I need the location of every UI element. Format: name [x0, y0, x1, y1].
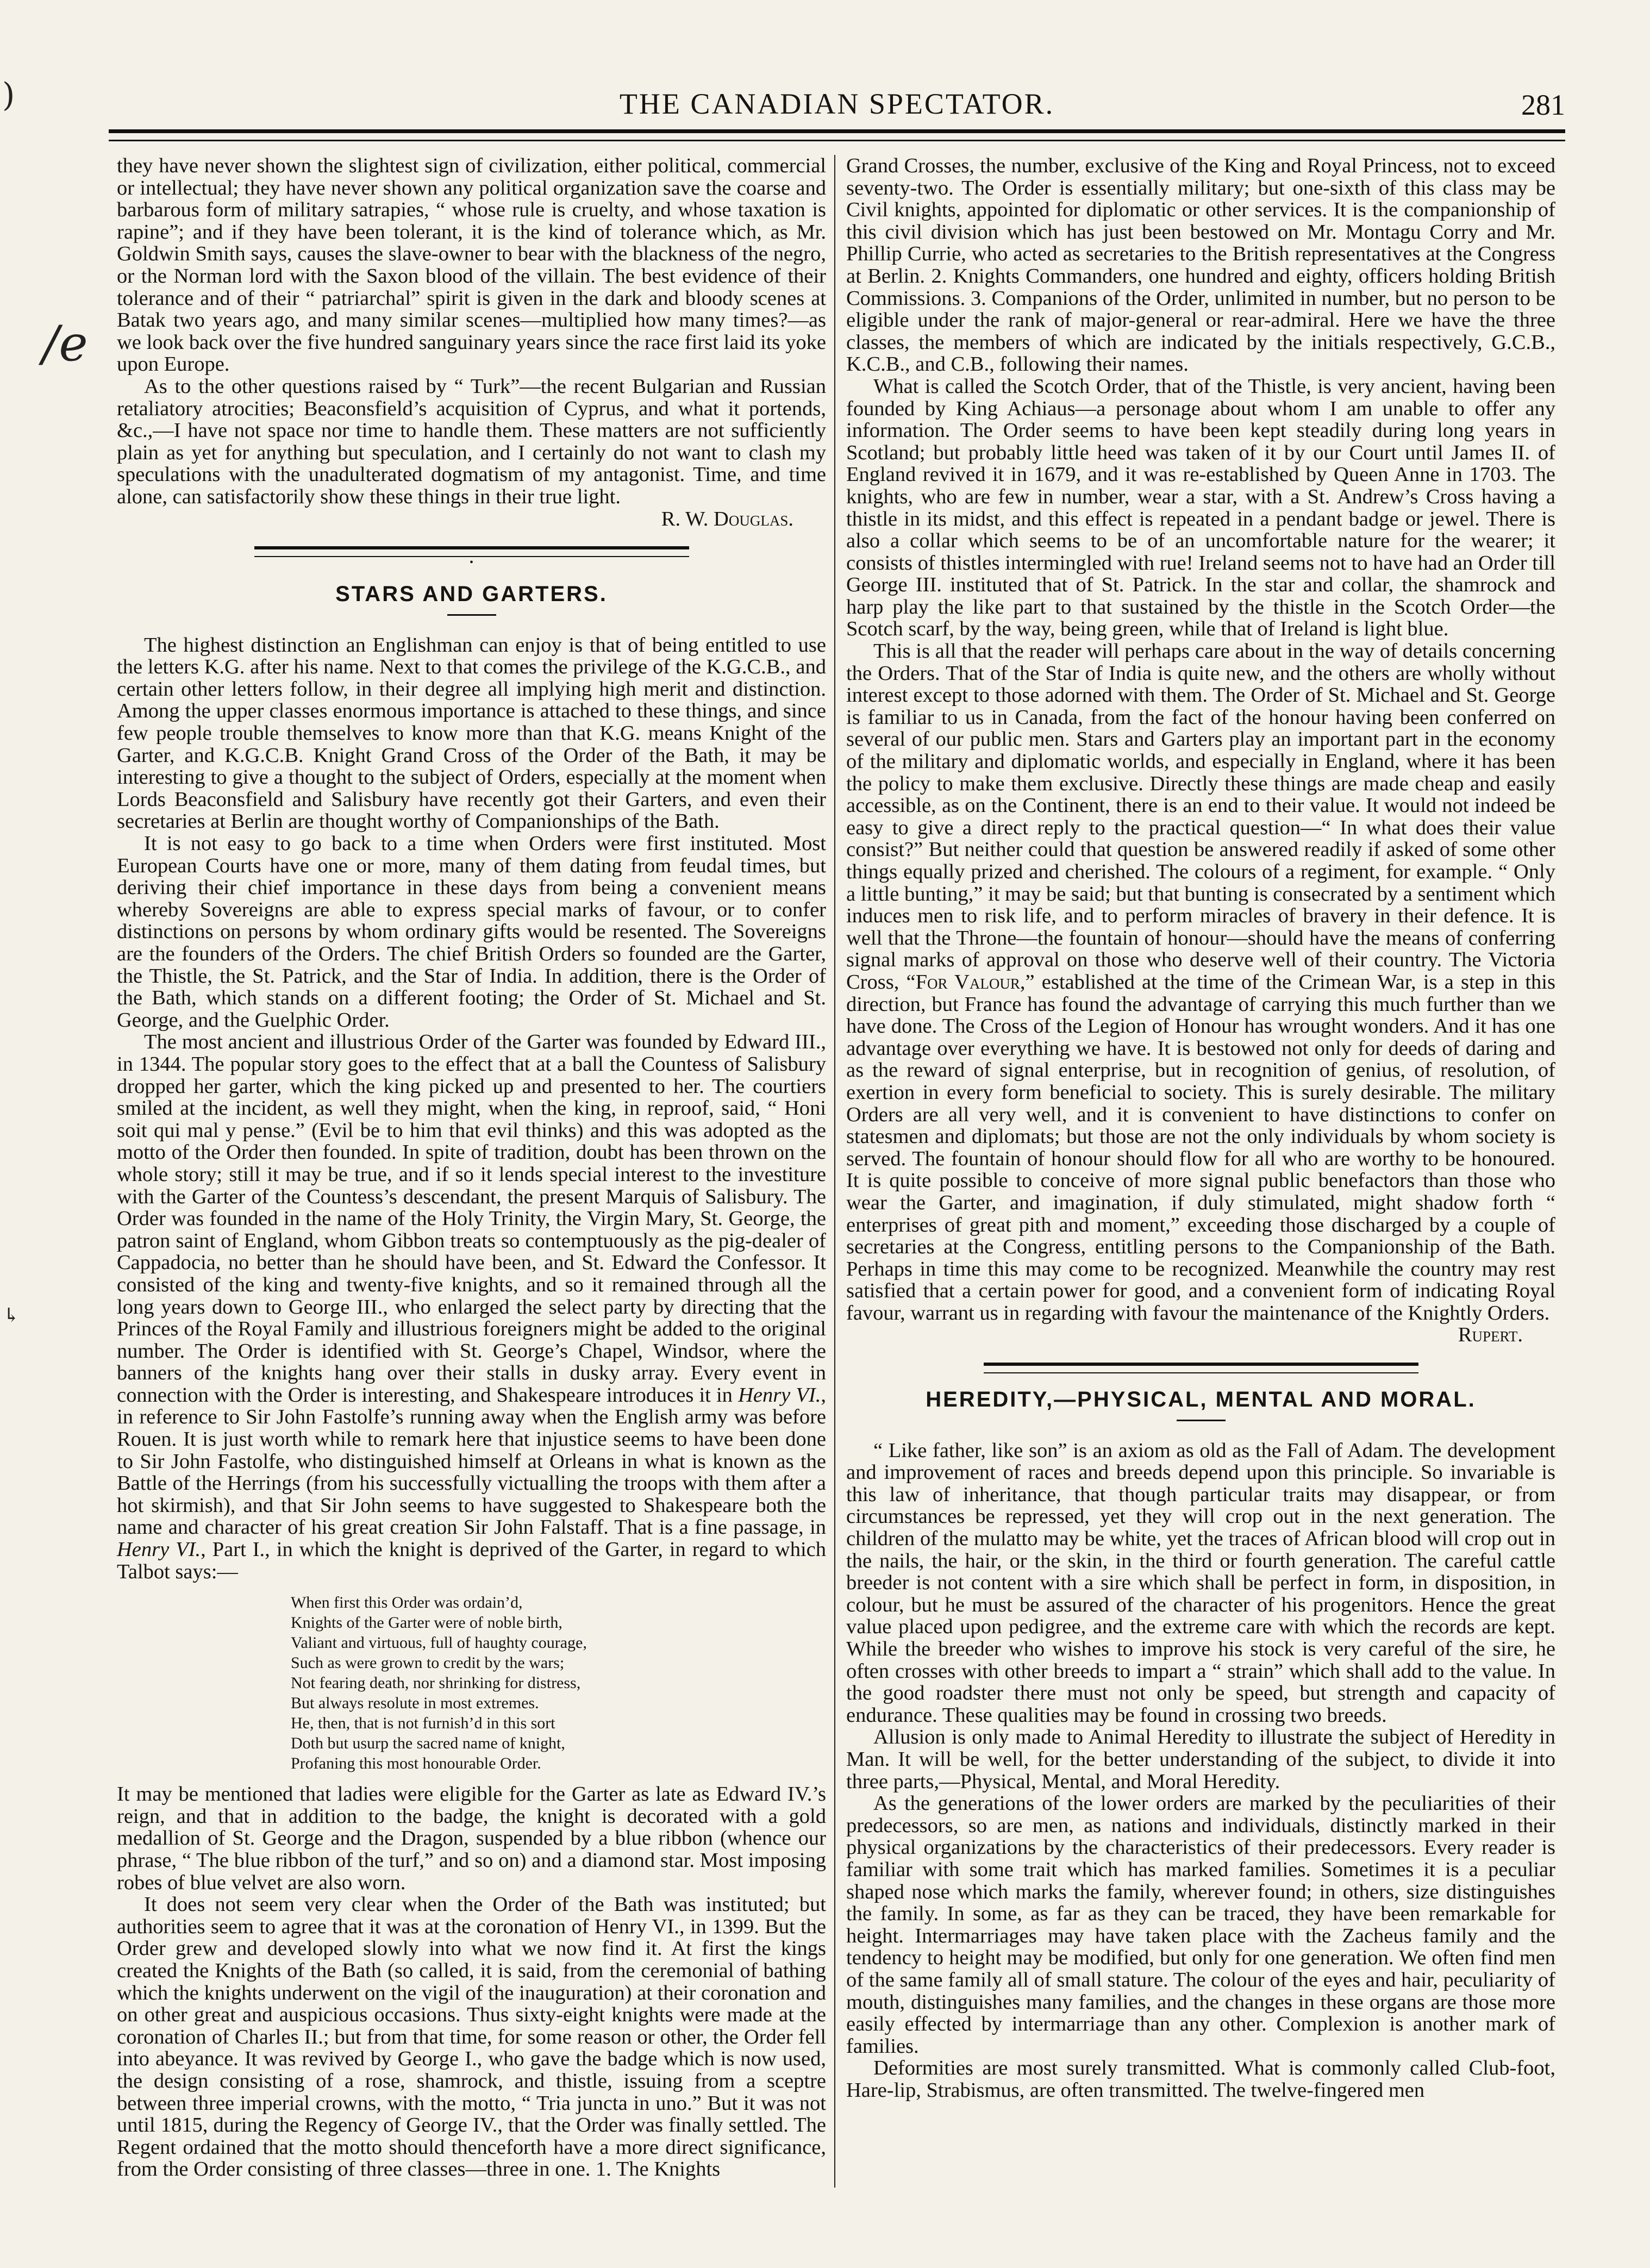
paragraph: As to the other questions raised by “ Turk”—the recent Bulgarian and Russian retaliatory atrocities; Beaconsfield’s acquisition of Cyprus, and what it portends, &c.,—I have not space nor time to handle them. These matters are not sufficiently plain as yet for anything but speculation, and I certainly do not want to clash my speculations with the unadulterated dogmatism of my antagonist. Time, and time alone, can satisfactorily show these things in their true light.	[117, 374, 826, 508]
paragraph: As the generations of the lower orders are marked by the peculiarities of their predecessors, so are men, as nations and individuals, distinctly marked in their physical organizations by the characteristics of their predecessors. Every reader is familiar with some trait which has marked families. Sometimes it is a peculiar shaped nose which marks the family, wherever found; in others, size distinguishes the family. In some, as far as they can be traced, they have been remarkable for height. Intermarriages may have taken place with the Zacheus family and the tendency to height may be modified, but only for one generation. We often find men of the same family all of small stature. The colour of the eyes and hair, peculiarity of mouth, distinguishes many families, and the changes in these organs are those more easily effected by intermarriage than any other. Complexion is another mark of families.	[846, 1792, 1555, 2058]
left-column	[117, 155, 826, 2180]
small-caps-text: For Valour	[915, 970, 1020, 994]
paragraph: Allusion is only made to Animal Heredity to illustrate the subject of Heredity in Man. It will be well, for the better understanding of the subject, to divide it into three parts,—Physical, Mental, and Moral Heredity.	[846, 1726, 1555, 1793]
paragraph: It does not seem very clear when the Order of the Bath was instituted; but authorities seem to agree that it was at the coronation of Henry VI., in 1399. But the Order grew and developed slowly into what we now find it. At first the kings created the Knights of the Bath (so called, it is said, from the ceremonial of bathing which the knights underwent on the vigil of the inauguration) at their coronation and on other great and auspicious occasions. Thus sixty-eight knights were made at the coronation of Charles II.; but from that time, for some reason or other, the Order fell into abeyance. It was revived by George I., who gave the badge which is now used, the design consisting of a rose, shamrock, and thistle, issuing from a sceptre between three imperial crowns, with the motto, “ Tria juncta in uno.” But it was not until 1815, during the Regency of George IV., that the Order was finally settled. The Regent ordained that the motto should thenceforth have a more direct significance, from the Order consisting of three classes—three in one. 1. The Knights	[117, 1893, 826, 2181]
paragraph: they have never shown the slightest sign of civilization, either political, commercial or intellectual; they have never shown any political organization save the coarse and barbarous form of military satrapies, “ whose rule is cruelty, and whose taxation is rapine”; and if they have been tolerant, it is the kind of tolerance which, as Mr. Goldwin Smith says, causes the slave-owner to bear with the blackness of the negro, or the Norman lord with the Saxon blood of the villain. The best evidence of their tolerance and of their “ patriarchal” spirit is given in the dark and bloody scenes at Batak two years ago, and many similar scenes—multiplied how many times?—as we look back over the five hundred sanguinary years since the race first laid its yoke upon Europe.	[117, 154, 826, 376]
proof-mark: /e	[42, 315, 88, 372]
paragraph: “ Like father, like son” is an axiom as old as the Fall of Adam. The development and improvement of races and breeds depend upon this principle. So invariable is this law of inheritance, that though particular traits may disappear, or from circumstances be repressed, yet they will crop out in the next generation. The children of the mulatto may be white, yet the traces of African blood will crop out in the nails, the hair, or the skin, in the third or fourth generation. The careful cattle breeder is not content with a sire which shall be perfect in form, in disposition, in colour, but he must be assured of the character of his progenitors. Hence the great value placed upon pedigree, and the extreme care with which the records are kept. While the breeder who wishes to improve his stock is very careful of the sire, he often crosses with other breeds to impart a “ strain” which shall add to the value. In the good roadster there must not only be speed, but strength and capacity of endurance. These qualities may be found in crossing two breeds.	[846, 1439, 1555, 1727]
column-divider	[834, 155, 835, 2188]
article-title: HEREDITY,—PHYSICAL, MENTAL AND MORAL.	[926, 1388, 1476, 1412]
paragraph: Grand Crosses, the number, exclusive of the King and Royal Princess, not to exceed seventy-two. The Order is essentially military; but one-sixth of this class may be Civil knights, appointed for diplomatic or other services. It is the companionship of this civil division which has just been bestowed on Mr. Montagu Corry and Mr. Phillip Currie, who acted as secretaries to the British representatives at the Congress at Berlin. 2. Knights Commanders, one hundred and eighty, officers holding British Commissions. 3. Companions of the Order, unlimited in number, but no person to be eligible under the rank of major-general or rear-admiral. Here we have the three classes, the members of which are indicated by the initials respectively, G.C.B., K.C.B., and C.B., following their names.	[846, 154, 1555, 376]
verse-line: But always resolute in most extremes.	[291, 1694, 539, 1713]
paragraph	[117, 1031, 826, 1583]
paragraph: Deformities are most surely transmitted. What is commonly called Club-foot, Hare-lip, Strabismus, are often transmitted. The twelve-fingered men	[846, 2057, 1555, 2102]
italic-title: Henry VI.	[738, 1383, 821, 1407]
paragraph: It is not easy to go back to a time when Orders were first instituted. Most European Courts have one or more, many of them dating from feudal times, but deriving their chief importance in these days from being a convenient means whereby Sovereigns are able to express special marks of favour, or to confer distinctions on persons by whom ordinary gifts would be resented. The Sovereigns are the founders of the Orders. The chief British Orders so founded are the Garter, the Thistle, the St. Patrick, and the Star of India. In addition, there is the Order of the Bath, which stands on a different footing; the Order of St. Michael and St. George, and the Guelphic Order.	[117, 832, 826, 1032]
verse-line: He, then, that is not furnish’d in this sort	[291, 1714, 555, 1733]
margin-bracket: )	[2, 76, 15, 114]
verse-line: Doth but usurp the sacred name of knight,	[291, 1734, 565, 1753]
title-underline	[447, 614, 496, 616]
paragraph: What is called the Scotch Order, that of the Thistle, is very ancient, having been founded by King Achiaus—a personage about whom I am unable to offer any information. The Order seems to have been kept steadily during long years in Scotland; but probably little heed was taken of it by our Court until James II. of England revived it in 1679, and it was re-established by Queen Anne in 1703. The knights, who are few in number, wear a star, with a St. Andrew’s Cross having a thistle in its midst, and this effect is repeated in a pendant badge or jewel. There is also a collar which seems to be of an uncomfortable nature for the wearer; it consists of thistles intermingled with rue! Ireland seems not to have had an Order till George III. instituted that of St. Patrick. In the star and collar, the shamrock and harp play the like part to that sustained by the thistle in the Scotch Order—the Scotch scarf, by the way, being green, while that of Ireland is light blue.	[846, 374, 1555, 641]
header-rule	[109, 129, 1565, 141]
verse-quotation	[291, 1592, 826, 1773]
page-number: 281	[1521, 89, 1565, 121]
verse-line: Profaning this most honourable Order.	[291, 1754, 541, 1773]
section-rule	[254, 546, 689, 557]
paragraph-text: , Part I., in which the knight is deprived of the Garter, in regard to which Talbot says:—	[117, 1538, 826, 1583]
paragraph: The highest distinction an Englishman can enjoy is that of being entitled to use the letters K.G. after his name. Next to that comes the privilege of the K.G.C.B., and certain other letters follow, in their degree all implying high merit and distinction. Among the upper classes enormous importance is attached to these things, and since few people trouble themselves to know more than that K.G. means Knight of the Garter, and K.G.C.B. Knight Grand Cross of the Order of the Bath, it may be interesting to give a thought to the subject of Orders, especially at the moment when Lords Beaconsfield and Salisbury have recently got their Garters, and even their secretaries at Berlin are thought worthy of Companionships of the Bath.	[117, 633, 826, 833]
author-signature: Rupert.	[1458, 1323, 1523, 1347]
paragraph	[846, 640, 1555, 1324]
ornament: •	[469, 557, 473, 569]
margin-tick: ↳	[3, 1304, 20, 1327]
paragraph-text: This is all that the reader will perhaps care about in the way of details concerning the Orders. That of the Star of India is quite new, and the others are wholly without interest except to those adorned with them. The Order of St. Michael and St. George is familiar to us in Canada, from the fact of the honour having been conferred on several of our public men. Stars and Garters play an important part in the economy of the military and diplomatic worlds, and especially in England, where it has been the policy to make them exclusive. Directly these things are made cheap and easily accessible, as on the Continent, there is an end to their value. It would not indeed be easy to give a direct reply to the practical question—“ In what does their value consist?” But neither could that question be answered readily if asked of some other things equally prized and cherished. The colours of a regiment, for example. “ Only a little bunting,” it may be said; but that bunting is consecrated by a sentiment which induces men to risk life, and to perform miracles of bravery in their defence. It is well that the Throne—the fountain of honour—should have the means of conferring signal marks of approval on those who deserve well of their country. The Victoria Cross, “	[846, 640, 1555, 994]
article-title: STARS AND GARTERS.	[335, 582, 608, 607]
page-header	[109, 82, 1565, 130]
signature-line	[846, 1324, 1555, 1346]
verse-line: Not fearing death, nor shrinking for distress,	[291, 1674, 581, 1692]
verse-line: When first this Order was ordain’d,	[291, 1594, 523, 1612]
verse-line: Valiant and virtuous, full of haughty courage,	[291, 1634, 587, 1652]
title-underline	[1177, 1420, 1226, 1421]
signature-line	[117, 508, 826, 530]
author-signature: R. W. Douglas.	[661, 507, 793, 530]
right-column	[846, 155, 1555, 2101]
section-rule	[984, 1363, 1418, 1373]
paragraph: It may be mentioned that ladies were eligible for the Garter as late as Edward IV.’s reign, and that in addition to the badge, the knight is decorated with a gold medallion of St. George and the Dragon, suspended by a blue ribbon (whence our phrase, “ The blue ribbon of the turf,” and so on) and a diamond star. Most imposing robes of blue velvet are also worn.	[117, 1783, 826, 1894]
publication-title: THE CANADIAN SPECTATOR.	[619, 88, 1055, 120]
paragraph-text: , in reference to Sir John Fastolfe’s running away when the English army was before Rouen. It is just worth while to remark here that injustice seems to have been done to Sir John Fastolfe, who distinguished himself at Orleans in what is known as the Battle of the Herrings (from his successfully victualling the troops with them after a hot skirmish), and that Sir John seems to have suggested to Shakespeare both the name and character of his great creation Sir John Falstaff. That is a fine passage, in	[117, 1383, 826, 1539]
paragraph-text: ,” established at the time of the Crimean War, is a step in this direction, but France has found the advantage of carrying this much further than we have done. The Cross of the Legion of Honour has wrought wonders. And it has one advantage over everything we have. It is bestowed not only for deeds of daring and as the reward of signal enterprise, but in recognition of genius, of resolution, of exertion in every form beneficial to society. This is surely desirable. The military Orders are all very well, and it is convenient to have distinctions to confer on statesmen and diplomats; but those are not the only individuals by whom society is served. The fountain of honour should flow for all who are worthy to be honoured. It is quite possible to conceive of more signal public benefactors than those who wear the Garter, and imagination, if duly stimulated, might shadow forth “ enterprises of great pith and moment,” exceeding those discharged by a couple of secretaries at the Congress, entitling persons to the Companionship of the Bath. Perhaps in time this may come to be recognized. Meanwhile the country may rest satisfied that a certain power for good, and a convenient form of indicating Royal favour, warrant us in regarding with favour the maintenance of the Knightly Orders.	[846, 970, 1555, 1324]
verse-line: Knights of the Garter were of noble birth,	[291, 1614, 562, 1632]
italic-title: Henry VI.	[117, 1538, 201, 1561]
verse-line: Such as were grown to credit by the wars;	[291, 1654, 565, 1672]
paragraph-text: The most ancient and illustrious Order of the Garter was founded by Edward III., in 1344. The popular story goes to the effect that at a ball the Countess of Salisbury dropped her garter, which the king picked up and presented to her. The courtiers smiled at the incident, as well they might, when the king, in reproof, said, “ Honi soit qui mal y pense.” (Evil be to him that evil thinks) and this was adopted as the motto of the Order then founded. In spite of tradition, doubt has been thrown on the whole story; still it may be true, and if so it lends special interest to the investiture with the Garter of the Countess’s descendant, the present Marquis of Salisbury. The Order was founded in the name of the Holy Trinity, the Virgin Mary, St. George, the patron saint of England, whom Gibbon treats so contemptuously as the pig-dealer of Cappadocia, no better than he should have been, and St. Edward the Confessor. It consisted of the king and twenty-five knights, and so it remained through all the long years down to George III., who enlarged the select party by directing that the Princes of the Royal Family and illustrious foreigners might be added to the original number. The Order is identified with St. George’s Chapel, Windsor, where the banners of the knights hang over their stalls in dusky array. Every event in connection with the Order is interesting, and Shakespeare introduces it in	[117, 1030, 826, 1407]
